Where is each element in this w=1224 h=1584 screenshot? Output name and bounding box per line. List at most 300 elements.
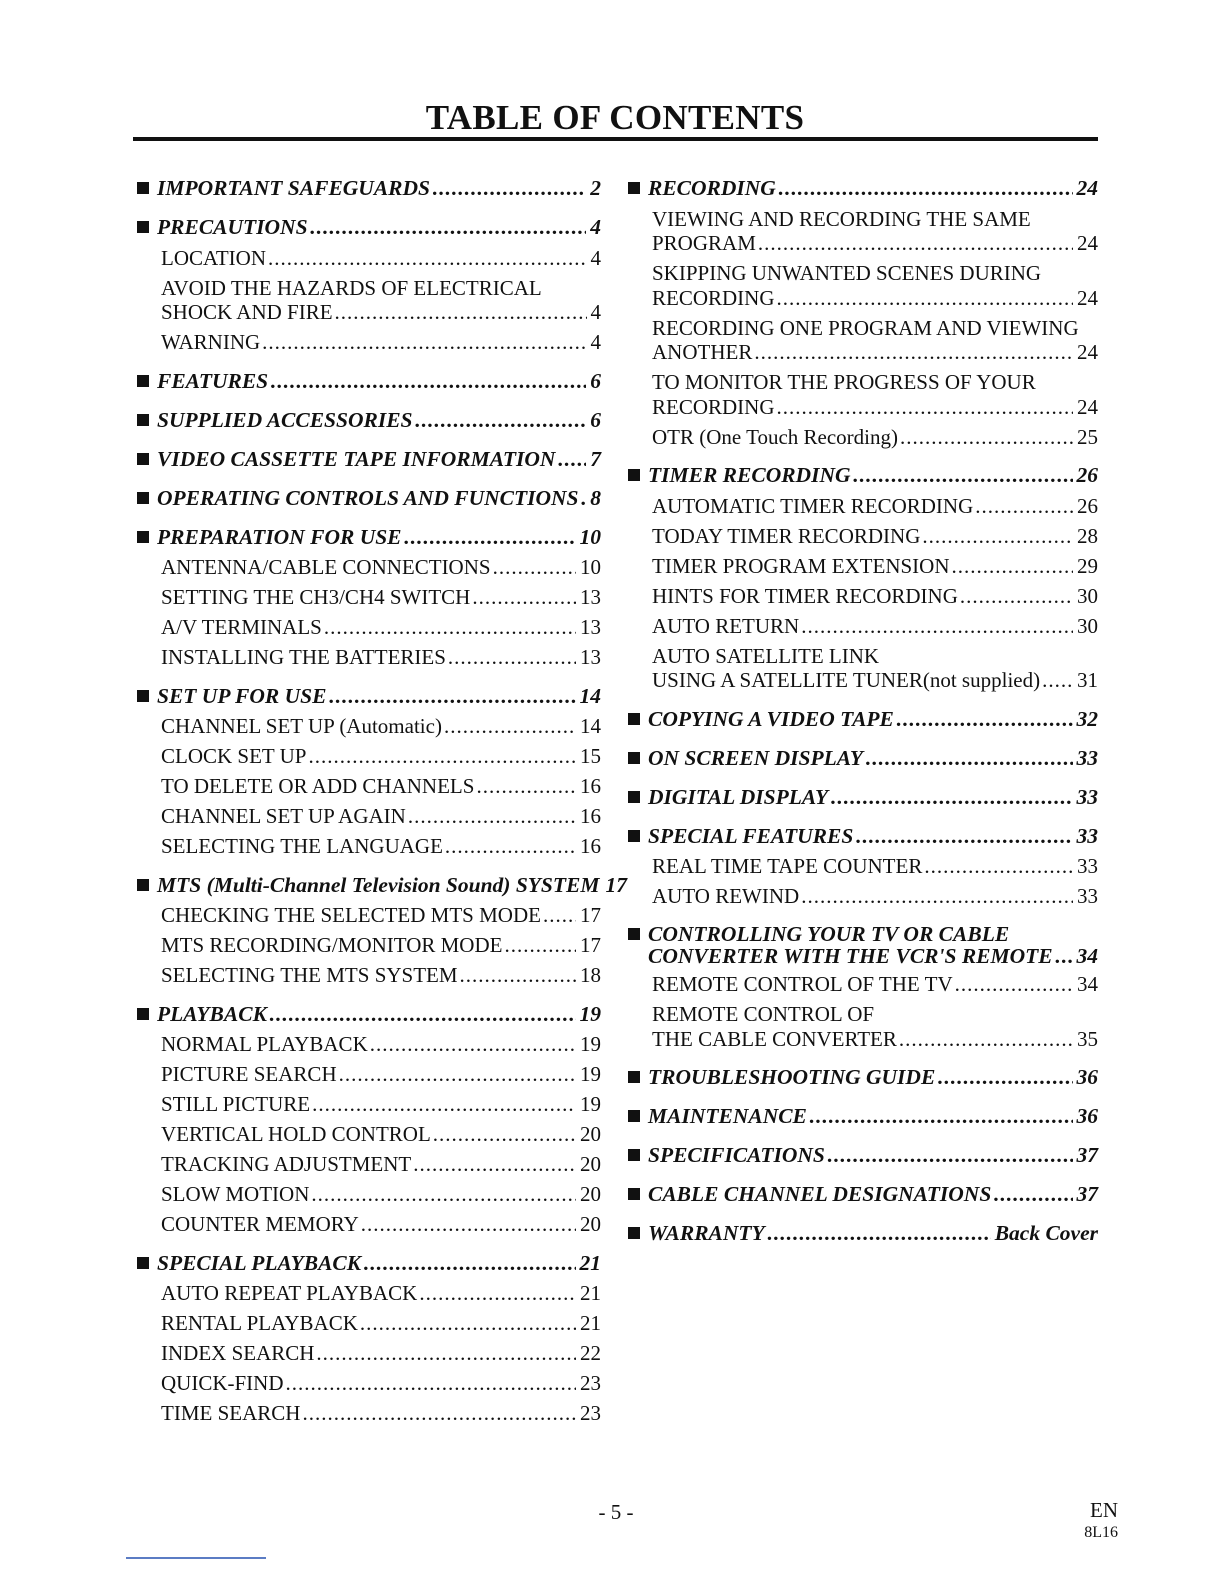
- dot-leader: [335, 300, 587, 325]
- toc-line: [161, 1401, 601, 1426]
- toc-line: [652, 584, 1098, 609]
- toc-page-number: 23: [580, 1401, 601, 1425]
- dot-leader: [286, 1371, 577, 1396]
- toc-item: [628, 972, 1098, 997]
- toc-line: [628, 463, 1098, 488]
- toc-page-number: 14: [579, 683, 601, 708]
- dot-leader: [316, 1341, 576, 1366]
- toc-page-number: 4: [590, 215, 601, 239]
- toc-title: LOCATION: [161, 245, 266, 270]
- dot-leader: [899, 1027, 1073, 1052]
- toc-line: [161, 1152, 601, 1177]
- toc-line: [161, 1122, 601, 1147]
- dot-leader: [855, 824, 1072, 849]
- dot-leader: [311, 1182, 576, 1207]
- toc-title: TO MONITOR THE PROGRESS OF YOUR: [652, 370, 1036, 394]
- dot-leader: [937, 1065, 1072, 1090]
- toc-title: PREPARATION FOR USE: [157, 524, 402, 549]
- toc-title: SELECTING THE LANGUAGE: [161, 834, 443, 858]
- dot-leader: [952, 554, 1073, 579]
- dot-leader: [404, 525, 576, 550]
- toc-line: [161, 1212, 601, 1237]
- toc-item: [628, 494, 1098, 519]
- toc-title: OTR (One Touch Recording): [652, 424, 899, 449]
- toc-page-number: 30: [1077, 583, 1098, 608]
- toc-title: TRACKING ADJUSTMENT: [161, 1152, 412, 1176]
- toc-item: [628, 370, 1098, 419]
- toc-line: [161, 300, 601, 325]
- toc-line: [137, 447, 601, 472]
- toc-page-number: 30: [1077, 613, 1098, 638]
- toc-page-number: 19: [580, 1092, 601, 1116]
- toc-page-number: 4: [590, 330, 601, 354]
- toc-title: ANOTHER: [652, 340, 753, 364]
- square-bullet-icon: [628, 1110, 640, 1122]
- toc-page-number: 6: [590, 407, 601, 432]
- toc-title: SET UP FOR USE: [157, 683, 327, 708]
- toc-title: REMOTE CONTROL OF THE TV: [652, 972, 953, 996]
- toc-page-number: 28: [1077, 523, 1098, 548]
- toc-page-number: 16: [580, 804, 601, 828]
- toc-title: AUTOMATIC TIMER RECORDING: [652, 493, 974, 518]
- toc-item: [628, 584, 1098, 609]
- toc-title: SETTING THE CH3/CH4 SWITCH: [161, 585, 471, 609]
- toc-page-number: 26: [1077, 493, 1098, 518]
- toc-right-column: [628, 176, 1098, 1246]
- dot-leader: [472, 585, 576, 610]
- dot-leader: [460, 963, 576, 988]
- dot-leader: [444, 714, 576, 739]
- toc-line: [652, 395, 1098, 420]
- dot-leader: [504, 933, 576, 958]
- toc-page-number: 13: [580, 615, 601, 639]
- toc-line: [137, 1251, 601, 1276]
- dot-leader: [557, 447, 586, 472]
- dot-leader: [900, 425, 1073, 450]
- toc-page-number: 29: [1077, 553, 1098, 578]
- dot-leader: [361, 1212, 576, 1237]
- toc-title: PICTURE SEARCH: [161, 1062, 337, 1086]
- dot-leader: [270, 369, 586, 394]
- toc-item: [137, 1371, 601, 1396]
- toc-title: SUPPLIED ACCESSORIES: [157, 407, 413, 432]
- toc-line: [652, 231, 1098, 256]
- toc-line: [161, 903, 601, 928]
- dot-leader: [581, 486, 587, 511]
- toc-line: [137, 525, 601, 550]
- square-bullet-icon: [628, 830, 640, 842]
- dot-leader: [493, 555, 576, 580]
- toc-title: QUICK-FIND: [161, 1371, 284, 1395]
- dot-leader: [777, 395, 1073, 420]
- toc-line: [161, 744, 601, 769]
- toc-section: [137, 1251, 601, 1276]
- toc-item: [137, 714, 601, 739]
- toc-title: SPECIAL FEATURES: [648, 823, 854, 848]
- toc-item: [137, 804, 601, 829]
- toc-item: [137, 1122, 601, 1147]
- toc-section: [628, 1182, 1098, 1207]
- toc-title: CHANNEL SET UP (Automatic): [161, 714, 442, 738]
- dot-leader: [308, 744, 576, 769]
- toc-title: MTS (Multi-Channel Television Sound) SYSTEM: [157, 872, 600, 897]
- toc-title: MTS RECORDING/MONITOR MODE: [161, 933, 503, 957]
- dot-leader: [324, 615, 576, 640]
- toc-left-column: [137, 176, 627, 1426]
- toc-page-number: 10: [580, 555, 601, 579]
- toc-page-number: 19: [580, 1062, 601, 1086]
- toc-line: [137, 872, 627, 898]
- toc-item: [137, 330, 601, 355]
- dot-leader: [778, 176, 1073, 201]
- toc-page-number: 8: [590, 485, 601, 510]
- toc-page-number: 17: [580, 903, 601, 927]
- toc-title: VIEWING AND RECORDING THE SAME: [652, 206, 1031, 231]
- dot-leader: [809, 1104, 1073, 1129]
- toc-section: [628, 785, 1098, 810]
- dot-leader: [853, 463, 1073, 488]
- dot-leader: [975, 494, 1073, 519]
- toc-line: [652, 554, 1098, 579]
- toc-page-number: 24: [1077, 340, 1098, 364]
- toc-title: VIDEO CASSETTE TAPE INFORMATION: [157, 446, 556, 471]
- toc-title: AUTO SATELLITE LINK: [652, 643, 880, 668]
- toc-section: [628, 707, 1098, 732]
- toc-page-number: 37: [1076, 1182, 1098, 1206]
- toc-title: INSTALLING THE BATTERIES: [161, 645, 446, 669]
- toc-title: SHOCK AND FIRE: [161, 300, 333, 324]
- toc-title: VERTICAL HOLD CONTROL: [161, 1122, 431, 1146]
- toc-item: [628, 644, 1098, 693]
- toc-title: HINTS FOR TIMER RECORDING: [652, 583, 958, 608]
- toc-title: SLOW MOTION: [161, 1182, 310, 1206]
- toc-page-number: 34: [1076, 943, 1098, 968]
- toc-item: [628, 854, 1098, 879]
- toc-item: [137, 1341, 601, 1366]
- dot-leader: [360, 1311, 576, 1336]
- toc-line: [161, 555, 601, 580]
- toc-line: [137, 486, 601, 511]
- dot-leader: [268, 246, 587, 271]
- language-code: EN: [1090, 1498, 1118, 1522]
- square-bullet-icon: [628, 182, 640, 194]
- toc-line: [652, 644, 1098, 669]
- toc-line: [161, 1062, 601, 1087]
- toc-title: DIGITAL DISPLAY: [648, 784, 829, 809]
- toc-line: [161, 804, 601, 829]
- toc-title: RECORDING: [652, 394, 775, 419]
- toc-page-number: 20: [580, 1182, 601, 1206]
- toc-title: AUTO REWIND: [652, 884, 800, 908]
- toc-item: [628, 261, 1098, 310]
- toc-section: [137, 525, 601, 550]
- toc-title: CLOCK SET UP: [161, 744, 307, 768]
- toc-title: RENTAL PLAYBACK: [161, 1311, 358, 1335]
- toc-line: [161, 963, 601, 988]
- toc-section: [628, 1143, 1098, 1168]
- toc-section: [628, 824, 1098, 849]
- toc-item: [137, 585, 601, 610]
- dot-leader: [445, 834, 576, 859]
- toc-title: PLAYBACK: [157, 1001, 267, 1026]
- square-bullet-icon: [628, 713, 640, 725]
- square-bullet-icon: [137, 1008, 149, 1020]
- toc-line: [652, 286, 1098, 311]
- toc-line: [137, 684, 601, 709]
- toc-title: TIMER PROGRAM EXTENSION: [652, 553, 950, 578]
- toc-section: [628, 746, 1098, 771]
- toc-line: [628, 746, 1098, 771]
- toc-line: [161, 933, 601, 958]
- toc-page-number: 16: [580, 774, 601, 798]
- square-bullet-icon: [628, 1227, 640, 1239]
- toc-page-number: 31: [1077, 668, 1098, 692]
- toc-title: COPYING A VIDEO TAPE: [648, 706, 894, 731]
- page-number: - 5 -: [598, 1500, 634, 1524]
- toc-title: RECORDING: [652, 285, 775, 310]
- toc-line: [652, 425, 1098, 450]
- toc-title: MAINTENANCE: [648, 1104, 807, 1128]
- toc-title: ON SCREEN DISPLAY: [648, 745, 864, 770]
- toc-section: [628, 923, 1098, 967]
- dot-leader: [413, 1152, 576, 1177]
- dot-leader: [476, 774, 576, 799]
- toc-line: [137, 1002, 601, 1027]
- toc-page-number: Back Cover: [994, 1221, 1098, 1245]
- dot-leader: [269, 1002, 576, 1027]
- toc-section: [137, 369, 601, 394]
- dot-leader: [827, 1143, 1073, 1168]
- toc-page-number: 13: [580, 645, 601, 669]
- square-bullet-icon: [137, 1257, 149, 1269]
- toc-item: [137, 1212, 601, 1237]
- toc-title: SPECIAL PLAYBACK: [157, 1250, 362, 1275]
- toc-title: THE CABLE CONVERTER: [652, 1026, 897, 1051]
- toc-section: [137, 872, 627, 898]
- toc-line: [628, 785, 1098, 810]
- toc-line: [628, 1065, 1098, 1090]
- toc-item: [628, 884, 1098, 909]
- dot-leader: [993, 1182, 1072, 1207]
- toc-line: [161, 714, 601, 739]
- dot-leader: [955, 972, 1073, 997]
- toc-section: [137, 486, 601, 511]
- toc-item: [137, 1182, 601, 1207]
- toc-section: [137, 1002, 601, 1027]
- square-bullet-icon: [137, 690, 149, 702]
- toc-item: [137, 903, 601, 928]
- toc-item: [137, 1092, 601, 1117]
- toc-title: AUTO REPEAT PLAYBACK: [161, 1281, 418, 1305]
- toc-line: [161, 246, 601, 271]
- toc-line: [628, 945, 1098, 967]
- dot-leader: [1042, 668, 1073, 693]
- toc-title: CONVERTER WITH THE VCR'S REMOTE: [648, 943, 1053, 968]
- dot-leader: [370, 1032, 576, 1057]
- toc-title: SELECTING THE MTS SYSTEM: [161, 963, 458, 987]
- toc-item: [137, 1032, 601, 1057]
- toc-title: WARRANTY: [648, 1221, 765, 1245]
- toc-line: [161, 834, 601, 859]
- toc-line: [137, 215, 601, 240]
- toc-line: [161, 330, 601, 355]
- toc-line: [628, 176, 1098, 201]
- toc-page-number: 33: [1076, 784, 1098, 809]
- toc-title: INDEX SEARCH: [161, 1341, 315, 1365]
- toc-line: [652, 340, 1098, 365]
- toc-title: CONTROLLING YOUR TV OR CABLE: [648, 921, 1010, 946]
- square-bullet-icon: [137, 492, 149, 504]
- toc-line: [652, 972, 1098, 997]
- toc-line: [161, 1281, 601, 1306]
- square-bullet-icon: [137, 375, 149, 387]
- toc-line: [652, 207, 1098, 232]
- toc-title: ANTENNA/CABLE CONNECTIONS: [161, 555, 491, 579]
- toc-page-number: 2: [590, 176, 601, 200]
- toc-page-number: 33: [1077, 884, 1098, 908]
- toc-title: AVOID THE HAZARDS OF ELECTRICAL: [161, 275, 542, 300]
- toc-page-number: 17: [605, 872, 627, 897]
- dot-leader: [801, 614, 1073, 639]
- toc-item: [628, 316, 1098, 365]
- square-bullet-icon: [628, 928, 640, 940]
- toc-page-number: 26: [1076, 463, 1098, 487]
- toc-item: [137, 1152, 601, 1177]
- dot-leader: [896, 707, 1073, 732]
- toc-line: [137, 408, 601, 433]
- toc-item: [137, 1062, 601, 1087]
- square-bullet-icon: [628, 752, 640, 764]
- toc-page-number: 20: [580, 1152, 601, 1176]
- toc-item: [628, 207, 1098, 256]
- toc-title: CHANNEL SET UP AGAIN: [161, 804, 406, 828]
- toc-line: [161, 1182, 601, 1207]
- toc-page-number: 23: [580, 1371, 601, 1395]
- toc-line: [652, 316, 1098, 341]
- dot-leader: [767, 1221, 991, 1246]
- toc-item: [137, 246, 601, 271]
- square-bullet-icon: [628, 1188, 640, 1200]
- toc-line: [161, 1341, 601, 1366]
- toc-page-number: 19: [580, 1032, 601, 1056]
- toc-item: [137, 1311, 601, 1336]
- toc-page-number: 21: [580, 1281, 601, 1305]
- toc-title: TODAY TIMER RECORDING: [652, 523, 921, 548]
- toc-title: TO DELETE OR ADD CHANNELS: [161, 774, 475, 798]
- dot-leader: [448, 645, 576, 670]
- square-bullet-icon: [137, 531, 149, 543]
- toc-title: SKIPPING UNWANTED SCENES DURING: [652, 261, 1042, 285]
- toc-section: [137, 447, 601, 472]
- toc-section: [628, 1065, 1098, 1090]
- toc-line: [161, 1092, 601, 1117]
- square-bullet-icon: [137, 414, 149, 426]
- toc-page-number: 24: [1077, 285, 1098, 310]
- toc-item: [137, 744, 601, 769]
- toc-item: [628, 1002, 1098, 1051]
- toc-page-number: 25: [1077, 424, 1098, 449]
- toc-page-number: 33: [1077, 854, 1098, 878]
- dot-leader: [924, 854, 1073, 879]
- toc-line: [628, 824, 1098, 849]
- toc-page-number: 21: [580, 1311, 601, 1335]
- square-bullet-icon: [137, 221, 149, 233]
- toc-section: [628, 176, 1098, 201]
- square-bullet-icon: [628, 469, 640, 481]
- dot-leader: [801, 884, 1073, 909]
- toc-page-number: 36: [1076, 1104, 1098, 1128]
- scan-artifact-line: [126, 1557, 266, 1559]
- toc-line: [652, 261, 1098, 286]
- toc-line: [161, 585, 601, 610]
- toc-item: [137, 645, 601, 670]
- toc-title: TIMER RECORDING: [648, 463, 851, 487]
- dot-leader: [865, 746, 1072, 771]
- toc-title: TIME SEARCH: [161, 1401, 301, 1425]
- toc-line: [161, 774, 601, 799]
- dot-leader: [419, 1281, 576, 1306]
- toc-item: [137, 276, 601, 325]
- toc-item: [628, 425, 1098, 450]
- dot-leader: [408, 804, 576, 829]
- toc-title: STILL PICTURE: [161, 1092, 311, 1116]
- square-bullet-icon: [137, 453, 149, 465]
- dot-leader: [262, 330, 586, 355]
- toc-page-number: 24: [1077, 231, 1098, 255]
- toc-page-number: 15: [580, 744, 601, 768]
- toc-title: PRECAUTIONS: [157, 215, 308, 239]
- toc-page-number: 17: [580, 933, 601, 957]
- toc-page-number: 32: [1076, 706, 1098, 731]
- dot-leader: [960, 584, 1073, 609]
- toc-line: [652, 1002, 1098, 1027]
- dot-leader: [754, 340, 1073, 365]
- toc-title: OPERATING CONTROLS AND FUNCTIONS: [157, 485, 579, 510]
- toc-page-number: 24: [1077, 394, 1098, 419]
- toc-section: [137, 215, 601, 240]
- toc-title: IMPORTANT SAFEGUARDS: [157, 176, 431, 200]
- document-code: 8L16: [1084, 1524, 1118, 1541]
- toc-page-number: 33: [1076, 745, 1098, 770]
- square-bullet-icon: [628, 791, 640, 803]
- toc-line: [161, 1371, 601, 1396]
- toc-line: [161, 1032, 601, 1057]
- square-bullet-icon: [137, 182, 149, 194]
- page-title: TABLE OF CONTENTS: [425, 98, 805, 137]
- toc-page-number: 13: [580, 585, 601, 609]
- dot-leader: [432, 176, 586, 201]
- dot-leader: [312, 1092, 576, 1117]
- toc-title: RECORDING: [648, 176, 776, 200]
- dot-leader: [302, 1401, 576, 1426]
- toc-title: NORMAL PLAYBACK: [161, 1032, 368, 1056]
- toc-title: FEATURES: [157, 368, 269, 393]
- dot-leader: [433, 1122, 576, 1147]
- toc-line: [652, 1027, 1098, 1052]
- toc-title: CABLE CHANNEL DESIGNATIONS: [648, 1182, 992, 1206]
- toc-title: PROGRAM: [652, 231, 756, 255]
- toc-title: SPECIFICATIONS: [648, 1143, 825, 1167]
- toc-page-number: 35: [1077, 1026, 1098, 1051]
- toc-page-number: 36: [1076, 1065, 1098, 1089]
- toc-item: [628, 524, 1098, 549]
- toc-line: [628, 1104, 1098, 1129]
- toc-title: TROUBLESHOOTING GUIDE: [648, 1065, 936, 1089]
- toc-page-number: 37: [1076, 1143, 1098, 1167]
- toc-line: [137, 176, 601, 201]
- toc-section: [137, 408, 601, 433]
- dot-leader: [339, 1062, 576, 1087]
